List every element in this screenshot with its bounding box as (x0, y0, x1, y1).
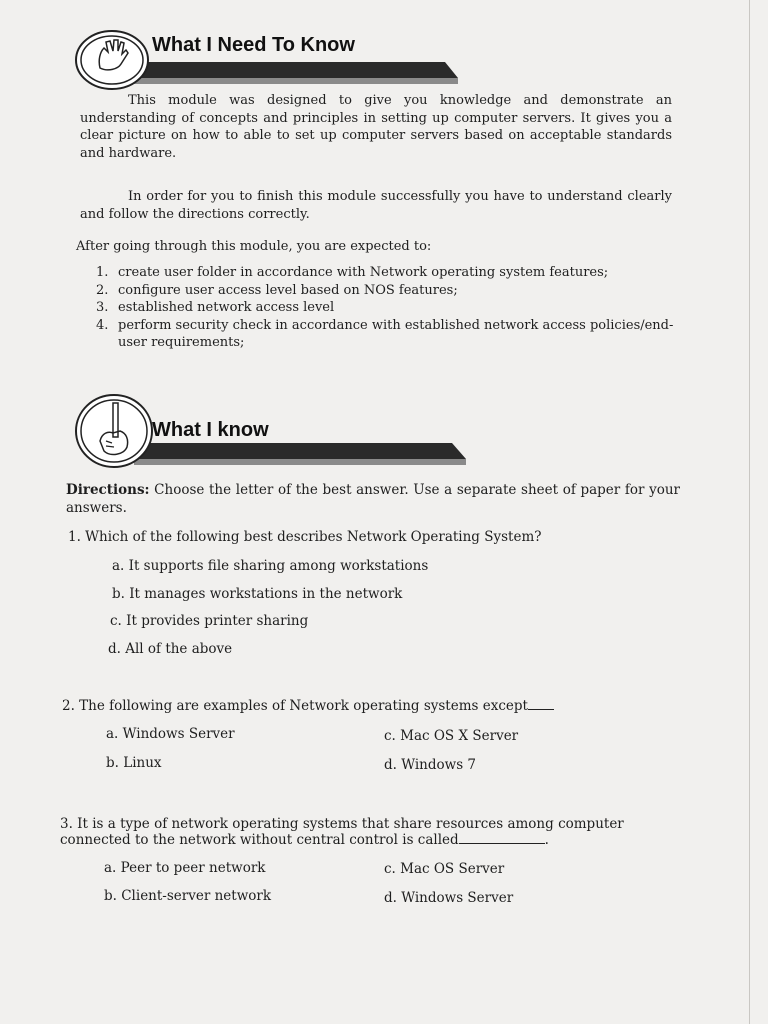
q3-option-d: d. Windows Server (384, 890, 514, 906)
hand-wave-icon (94, 38, 130, 74)
question-2: 2. The following are examples of Network operating systems except (62, 698, 554, 714)
intro-paragraph: This module was designed to give you knowledge and demonstrate an understanding of concepts and principles in setting up computer servers. It gives you a clear picture on how to able to set up computer servers based on acceptable standards and hardware. (80, 93, 672, 161)
question-3-line-2: connected to the network without central control is called . (60, 832, 549, 848)
section-title: What I know (152, 419, 269, 441)
instruction-paragraph: In order for you to finish this module successfully you have to understand clearly and follow the directions correctly. (80, 189, 672, 222)
answer-blank (528, 709, 554, 710)
objectives-intro: After going through this module, you are expected to: (76, 239, 432, 254)
hand-pencil-icon (96, 401, 136, 461)
directions-label: Directions: (66, 482, 150, 498)
directions (66, 482, 680, 517)
q2-option-c: c. Mac OS X Server (384, 728, 519, 744)
answer-blank (459, 843, 545, 844)
q1-option-c: c. It provides printer sharing (110, 613, 309, 629)
list-item: 3. established network access level (96, 300, 335, 315)
q1-option-b: b. It manages workstations in the network (112, 586, 403, 602)
q2-option-b: b. Linux (106, 755, 162, 771)
question-3-line-1: 3. It is a type of network operating systems that share resources among computer (60, 816, 624, 832)
section-header-what-i-know (72, 393, 472, 463)
list-item: 1. create user folder in accordance with Network operating system features; (96, 265, 609, 280)
directions-text: Choose the letter of the best answer. Use a separate sheet of paper for your answers. (66, 482, 680, 516)
page-edge (749, 0, 750, 1024)
list-item: 2. configure user access level based on NOS features; (96, 282, 458, 298)
section-header-what-i-need-to-know (72, 30, 472, 100)
q2-option-a: a. Windows Server (106, 726, 235, 742)
list-item: 4. perform security check in accordance with established network access policies/end-user requirements; (96, 317, 674, 350)
objectives-list (96, 264, 676, 352)
q2-option-d: d. Windows 7 (384, 757, 477, 773)
section-title: What I Need To Know (152, 34, 355, 56)
q3-option-a: a. Peer to peer network (104, 860, 266, 876)
q1-option-a: a. It supports file sharing among workstations (112, 558, 429, 574)
q3-option-b: b. Client-server network (104, 888, 272, 904)
q1-option-d: d. All of the above (108, 641, 233, 657)
q3-option-c: c. Mac OS Server (384, 861, 505, 877)
question-1: 1. Which of the following best describes Network Operating System? (68, 529, 542, 545)
